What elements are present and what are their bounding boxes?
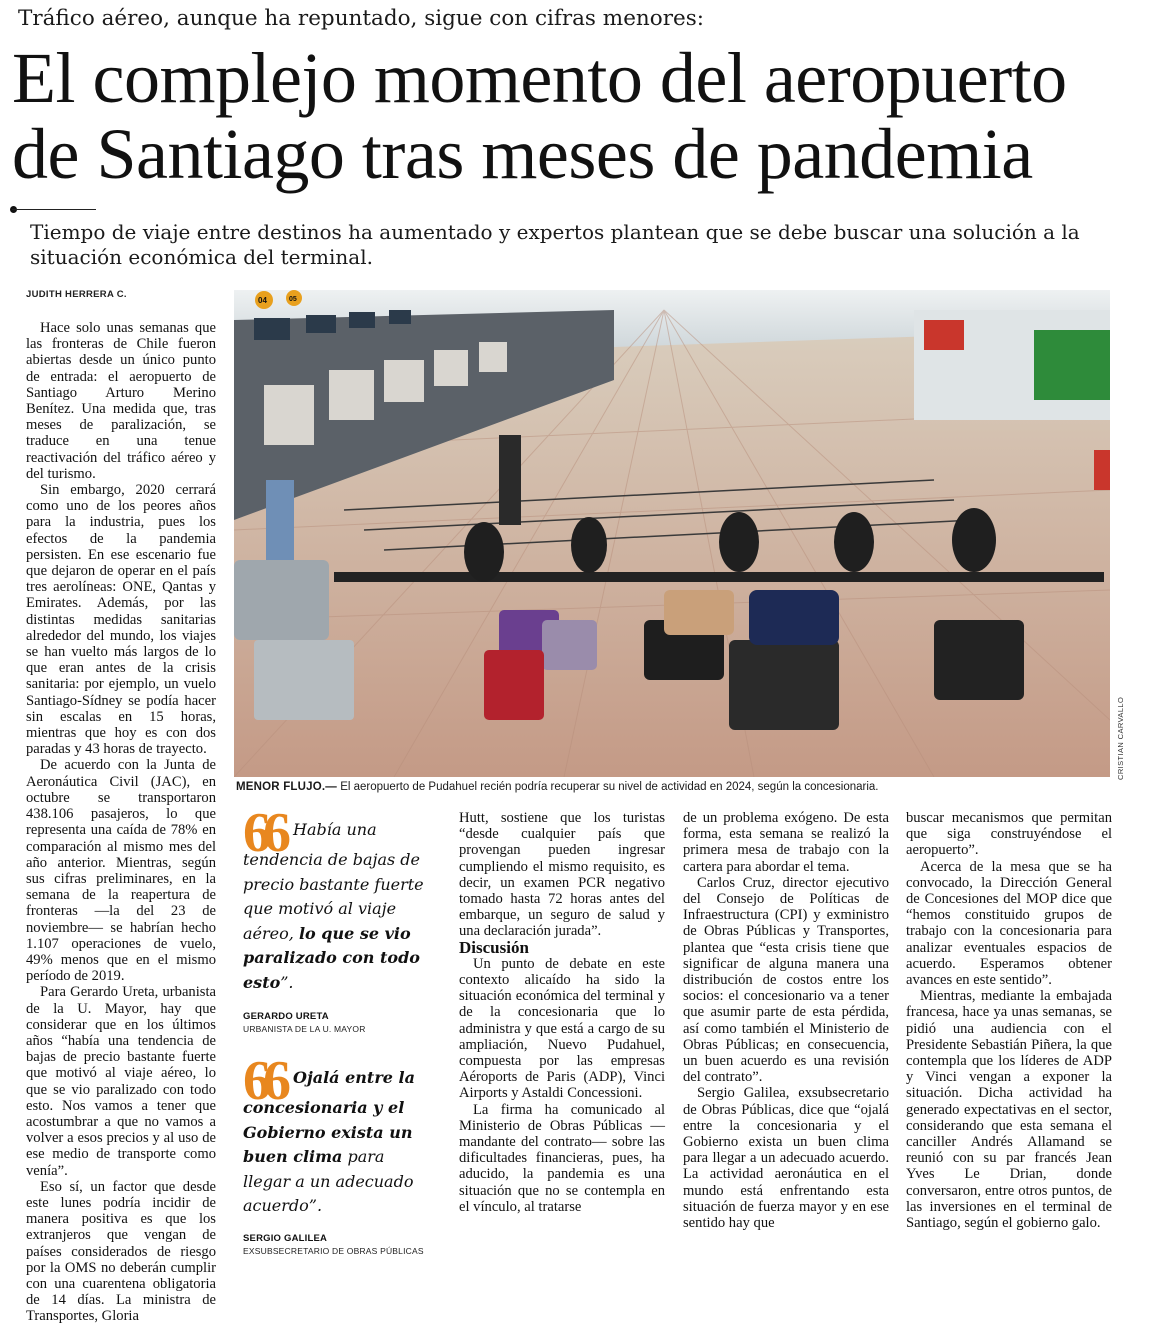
paragraph: Eso sí, un factor que desde este lunes podría incidir de manera positiva es que los extranjeros que vengan de países considerados de riesgo por la OMS no deberán cumplir con una cuarentena obligatoria de 14 días. La ministra de Transportes, Gloria bbox=[26, 1178, 216, 1325]
paragraph: Un punto de debate en este contexto alicaído ha sido la situación económica del terminal y de la concesionaria que lo administra y que está a cargo de su ampliación, Nuevo Pudahuel, compuesta por las empresas Aéroports de Paris (ADP), Vinci Airports y Astaldi Concessioni. bbox=[459, 955, 665, 1102]
article-column-1 bbox=[26, 320, 216, 1325]
article-column-5 bbox=[906, 810, 1112, 1231]
divider-line bbox=[12, 209, 96, 210]
quote-italic-text: Había una tendencia de bajas de precio bastante fuerte que motivó al viaje aéreo, bbox=[243, 820, 424, 943]
section-subhead: Discusión bbox=[459, 937, 529, 957]
photo-illustration bbox=[234, 290, 1110, 777]
gate-number: 05 bbox=[289, 296, 297, 303]
caption-text: El aeropuerto de Pudahuel recién podría recuperar su nivel de actividad en 2024, según la concesionaria. bbox=[337, 781, 879, 793]
quote-attribution-name: GERARDO URETA bbox=[243, 1011, 329, 1022]
quote-attribution-name: SERGIO GALILEA bbox=[243, 1233, 328, 1244]
paragraph: buscar mecanismos que permitan que siga construyéndose el aeropuerto”. bbox=[906, 810, 1112, 859]
headline-line-1: El complejo momento del aeropuerto bbox=[12, 38, 1067, 118]
paragraph: Carlos Cruz, director ejecutivo del Consejo de Políticas de Infraestructura (CPI) y exministro de Obras Públicas y Transportes, plantea que “esta crisis tiene que significar de alguna manera una distribución de costos entre los socios: el concesionario va a tener que asumir parte de esta pérdida, así como también el Ministerio de Obras Públicas; en consecuencia, un buen acuerdo es una revisión del contrato”. bbox=[683, 874, 889, 1086]
paragraph: Mientras, mediante la embajada francesa, hace ya unas semanas, se pidió una audiencia con el Presidente Sebastián Piñera, la que contempla que los líderes de ADP y Vinci vengan a exponer la situación. Dicha actividad ha generado expectativas en el sector, considerando que esta semana el canciller Andrés Allamand se reunió con su par francés Jean Yves Le Drian, donde conversaron, entre otros puntos, de las inversiones en el terminal de Santiago, según el gobierno galo. bbox=[906, 988, 1112, 1232]
byline: JUDITH HERRERA C. bbox=[26, 289, 127, 300]
quote-end: ”. bbox=[280, 972, 294, 992]
paragraph: Acerca de la mesa que se ha convocado, la Dirección General de Concesiones del MOP dice que “hemos constituido grupos de trabajo con la concesionaria para analizar eventuales espacios de acuerdo. Esperamos obtener avances en este sentido”. bbox=[906, 858, 1112, 989]
photo-credit bbox=[1114, 690, 1128, 780]
paragraph: Hace solo unas semanas que las fronteras de Chile fueron abiertas desde un único punto de entrada: el aeropuerto de Santiago Arturo Merino Benítez. Una medida que, tras meses de paralización, se traduce en una tenue reactivación del tráfico aéreo y del turismo. bbox=[26, 320, 216, 482]
headline-line-2: de Santiago tras meses de pandemia bbox=[12, 114, 1033, 194]
paragraph: Hutt, sostiene que los turistas “desde cualquier país que provengan pueden ingresar cumpliendo el mismo requisito, es decir, un examen PCR negativo tomado hasta 72 horas antes del embarque, un seguro de salud y una declaración jurada”. bbox=[459, 810, 665, 940]
photo-credit-text: CRISTIAN CARVALLO bbox=[1116, 696, 1125, 780]
pull-quote-1 bbox=[243, 802, 431, 995]
airport-terminal-photo bbox=[234, 290, 1110, 777]
quote-bold-text: Ojalá entre la concesionaria y el Gobierno exista un buen clima bbox=[243, 1068, 415, 1166]
paragraph: De acuerdo con la Junta de Aeronáutica Civil (JAC), en octubre se transportaron 438.106 pasajeros, lo que representa una caída de 78% en comparación al mismo mes del año anterior. Mientras, según sus cifras preliminares, en la semana de la reapertura de fronteras —la del 23 de noviembre— se habrían hecho 1.107 operaciones de vuelo, 49% menos que en el mismo período de 2019. bbox=[26, 757, 216, 985]
pull-quote-2 bbox=[243, 1050, 431, 1219]
quote-mark-icon: 66 bbox=[243, 802, 283, 864]
paragraph: Sin embargo, 2020 cerrará como uno de los peores años para la industria, pues los efectos de la pandemia persisten. En ese escenario fue que dejaron de operar en el país tres aerolíneas: ONE, Qantas y Emirates. Además, por las distintas medidas sanitarias alrededor del mundo, los viajes se han vuelto más largos de lo que eran antes de la crisis sanitaria: por ejemplo, un vuelo Santiago-Sídney se podía hacer sin escalas en 15 horas, mientras que hoy es con dos paradas y 43 horas de trayecto. bbox=[26, 482, 216, 758]
caption-label: MENOR FLUJO.— bbox=[236, 781, 337, 793]
quote-attribution-role: URBANISTA DE LA U. MAYOR bbox=[243, 1024, 366, 1034]
article-column-4 bbox=[683, 810, 889, 1231]
photo-caption bbox=[236, 781, 1116, 793]
paragraph: Sergio Galilea, exsubsecretario de Obras Públicas, dice que “ojalá entre la concesionaria y el Gobierno exista un buen clima para llegar a un adecuado acuerdo. La actividad aeronáutica en el mundo está enfrentando esta situación de fuerza mayor y en ese sentido hay que bbox=[683, 1085, 889, 1232]
quote-italic-text: para llegar a un adecuado acuerdo bbox=[243, 1147, 414, 1215]
paragraph: Para Gerardo Ureta, urbanista de la U. Mayor, hay que considerar que en los últimos años “había una tendencia de bajas de precio bastante fuerte que motivó al viaje aéreo, lo que se vio paralizado con todo esto. Nos vamos a tener que acostumbrar a que no vamos a volver a esos precios y al uso de ese medio de transporte como venía”. bbox=[26, 984, 216, 1179]
headline bbox=[12, 40, 1152, 192]
paragraph: de un problema exógeno. De esta forma, esta semana se realizó la primera mesa de trabajo con la cartera para abordar el tema. bbox=[683, 810, 889, 875]
paragraph: La firma ha comunicado al Ministerio de Obras Públicas —mandante del contrato— sobre las dificultades financieras, pues, ha aducido, la pandemia es una situación que no se contempla en el vínculo, al tratarse bbox=[459, 1101, 665, 1215]
kicker: Tráfico aéreo, aunque ha repuntado, sigue con cifras menores: bbox=[18, 6, 704, 31]
quote-bold-text: lo que se vio paralizado con todo esto bbox=[243, 923, 420, 992]
gate-number: 04 bbox=[258, 296, 267, 305]
quote-end: ”. bbox=[308, 1196, 323, 1215]
deck-subtitle: Tiempo de viaje entre destinos ha aumentado y expertos plantean que se debe buscar una solución a la situación económica del terminal. bbox=[30, 220, 1080, 269]
quote-attribution-role: EXSUBSECRETARIO DE OBRAS PÚBLICAS bbox=[243, 1246, 424, 1256]
article-column-3 bbox=[459, 810, 665, 1215]
quote-mark-icon: 66 bbox=[243, 1050, 283, 1112]
